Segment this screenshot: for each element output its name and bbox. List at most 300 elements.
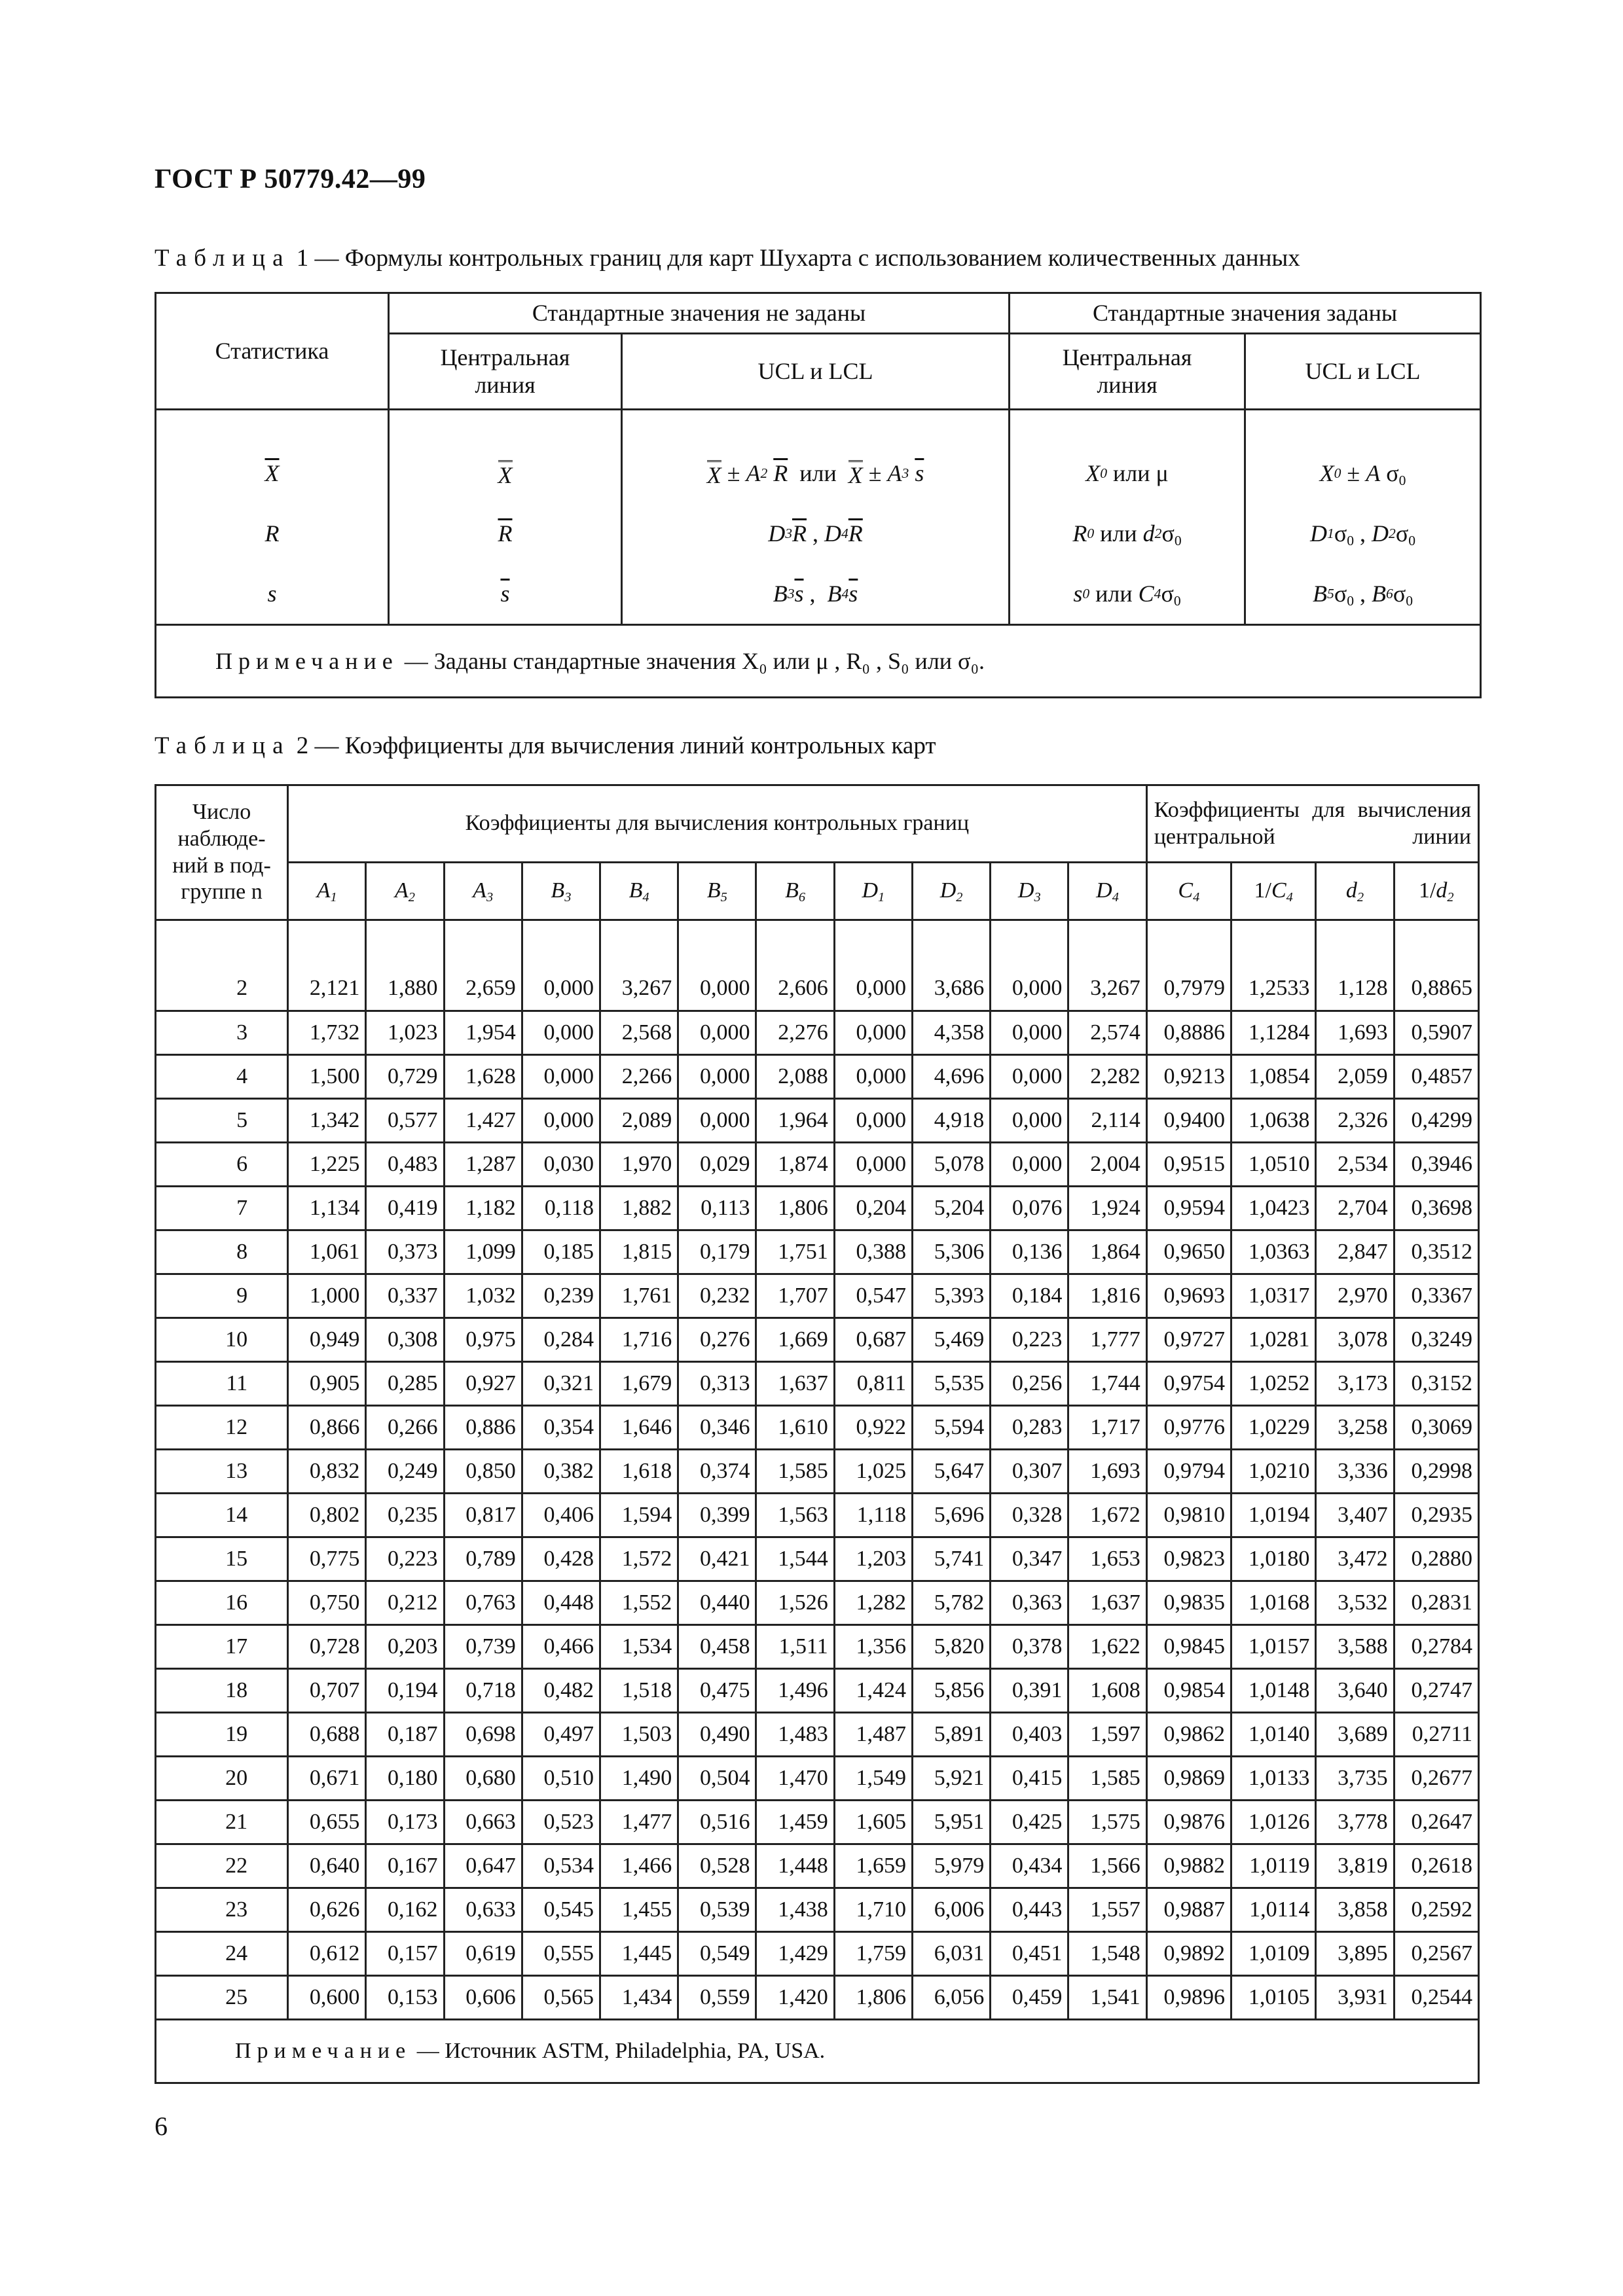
coefficient-cell: 1,282	[834, 1581, 912, 1625]
coefficient-cell: 0,9594	[1146, 1187, 1231, 1230]
coefficient-cell: 1,777	[1068, 1318, 1146, 1362]
coefficient-cell: 0,180	[366, 1757, 444, 1801]
coefficient-cell: 0,490	[678, 1713, 756, 1757]
coefficient-cell: 0,403	[991, 1713, 1068, 1757]
coefficient-cell: 1,806	[756, 1187, 834, 1230]
coefficient-cell: 1,487	[834, 1713, 912, 1757]
coefficient-cell: 0,321	[522, 1362, 600, 1406]
column-header-d2: $D_2$	[912, 863, 990, 920]
coefficient-cell: 1,710	[834, 1888, 912, 1932]
coefficient-cell: 1,622	[1068, 1625, 1146, 1669]
coefficient-cell: 6,006	[912, 1888, 990, 1932]
formula-r-limits: D 3 $\overline{R}$ , D 4 $\overline{R}$	[768, 520, 863, 547]
coefficient-cell: 5,696	[912, 1494, 990, 1537]
column-header-b6: $B_6$	[756, 863, 834, 920]
column-header-b4: $B_4$	[600, 863, 678, 920]
coefficient-cell: 0,118	[522, 1187, 600, 1230]
coefficient-cell: 0,406	[522, 1494, 600, 1537]
given-central-r: R 0 или d 2 $\sigma_0$	[1072, 520, 1182, 548]
coefficient-cell: 0,475	[678, 1669, 756, 1713]
table1-caption-lead: Таблица	[155, 245, 291, 272]
coefficient-cell: 4,918	[912, 1099, 990, 1143]
coefficient-cell: 1,882	[600, 1187, 678, 1230]
coefficient-cell: 1,618	[600, 1450, 678, 1494]
coefficient-cell: 0,374	[678, 1450, 756, 1494]
coefficient-cell: 1,669	[756, 1318, 834, 1362]
coefficient-cell: 1,659	[834, 1844, 912, 1888]
coefficient-cell: 1,128	[1316, 920, 1394, 1011]
coefficient-cell: 0,203	[366, 1625, 444, 1669]
coefficient-cell: 2,121	[288, 920, 366, 1011]
coefficient-cell: 0,549	[678, 1932, 756, 1976]
table1-control-limit-formulas	[155, 292, 1482, 698]
table1-note-text: — Заданы стандартные значения X₀ или μ , R₀ , S₀ или σ₀.	[398, 648, 985, 674]
row-n-cell: 13	[156, 1450, 288, 1494]
table-row	[156, 1011, 1479, 1055]
coefficient-cell: 0,458	[678, 1625, 756, 1669]
coefficient-cell: 1,732	[288, 1011, 366, 1055]
coefficient-cell: 0,000	[834, 1055, 912, 1099]
coefficient-cell: 3,895	[1316, 1932, 1394, 1976]
coefficient-cell: 5,820	[912, 1625, 990, 1669]
coefficient-cell: 0,606	[444, 1976, 522, 2020]
coefficient-cell: 1,585	[1068, 1757, 1146, 1801]
coefficient-cell: 1,970	[600, 1143, 678, 1187]
coefficient-cell: 0,167	[366, 1844, 444, 1888]
coefficient-cell: 1,455	[600, 1888, 678, 1932]
coefficient-cell: 3,267	[600, 920, 678, 1011]
coefficient-cell: 2,574	[1068, 1011, 1146, 1055]
coefficient-cell: 0,328	[991, 1494, 1068, 1537]
table2-caption-lead: Таблица	[155, 732, 291, 759]
coefficient-cell: 0,707	[288, 1669, 366, 1713]
coefficient-cell: 0,9887	[1146, 1888, 1231, 1932]
coefficient-cell: 0,466	[522, 1625, 600, 1669]
stat-r: R	[264, 520, 280, 547]
header-statistic: Статистика	[156, 293, 389, 410]
table-row	[156, 1757, 1479, 1801]
coefficient-cell: 1,707	[756, 1274, 834, 1318]
coefficient-cell: 1,448	[756, 1844, 834, 1888]
coefficient-cell: 1,287	[444, 1143, 522, 1187]
formula-xbar-limits: X ± A 2 $\overline{R}$ или X ± A 3 $\overline{s}$	[706, 460, 924, 488]
coefficient-cell: 0,600	[288, 1976, 366, 2020]
coefficient-cell: 1,761	[600, 1274, 678, 1318]
coefficient-cell: 0,000	[834, 1143, 912, 1187]
table-row	[156, 1274, 1479, 1318]
coefficient-cell: 1,0210	[1231, 1450, 1316, 1494]
coefficient-cell: 0,802	[288, 1494, 366, 1537]
coefficient-cell: 0,612	[288, 1932, 366, 1976]
coefficient-cell: 0,750	[288, 1581, 366, 1625]
coefficient-cell: 1,420	[756, 1976, 834, 2020]
coefficient-cell: 1,653	[1068, 1537, 1146, 1581]
given-limits-r: D 1 $\sigma_0$ , D 2 $\sigma_0$	[1310, 520, 1416, 548]
coefficient-cell: 1,744	[1068, 1362, 1146, 1406]
coefficient-cell: 0,539	[678, 1888, 756, 1932]
coefficient-cell: 0,789	[444, 1537, 522, 1581]
coefficient-cell: 0,000	[834, 920, 912, 1011]
coefficient-cell: 0,9892	[1146, 1932, 1231, 1976]
coefficient-cell: 1,0252	[1231, 1362, 1316, 1406]
coefficient-cell: 0,905	[288, 1362, 366, 1406]
coefficient-cell: 6,031	[912, 1932, 990, 1976]
coefficient-cell: 5,856	[912, 1669, 990, 1713]
coefficient-cell: 0,9810	[1146, 1494, 1231, 1537]
coefficient-cell: 2,326	[1316, 1099, 1394, 1143]
header-not-given: Стандартные значения не заданы	[389, 293, 1010, 334]
coefficient-cell: 1,557	[1068, 1888, 1146, 1932]
coefficient-cell: 0,8865	[1394, 920, 1478, 1011]
coefficient-cell: 0,559	[678, 1976, 756, 2020]
row-n-cell: 18	[156, 1669, 288, 1713]
coefficient-cell: 0,811	[834, 1362, 912, 1406]
row-n-cell: 14	[156, 1494, 288, 1537]
coefficient-cell: 1,575	[1068, 1801, 1146, 1844]
coefficient-cell: 0,663	[444, 1801, 522, 1844]
coefficient-cell: 0,249	[366, 1450, 444, 1494]
coefficient-cell: 2,114	[1068, 1099, 1146, 1143]
coefficient-cell: 1,0126	[1231, 1801, 1316, 1844]
coefficient-cell: 0,337	[366, 1274, 444, 1318]
coefficient-cell: 1,544	[756, 1537, 834, 1581]
coefficient-cell: 1,541	[1068, 1976, 1146, 2020]
coefficient-cell: 2,704	[1316, 1187, 1394, 1230]
coefficient-cell: 1,118	[834, 1494, 912, 1537]
coefficient-cell: 0,157	[366, 1932, 444, 1976]
row-n-cell: 17	[156, 1625, 288, 1669]
coefficient-cell: 0,000	[991, 1099, 1068, 1143]
coefficient-cell: 3,078	[1316, 1318, 1394, 1362]
stat-s: s	[267, 581, 277, 607]
coefficient-cell: 1,434	[600, 1976, 678, 2020]
coefficient-cell: 1,470	[756, 1757, 834, 1801]
coefficient-rows	[156, 920, 1479, 2083]
coefficient-cell: 0,687	[834, 1318, 912, 1362]
coefficient-cell: 0,8886	[1146, 1011, 1231, 1055]
coefficient-cell: 0,173	[366, 1801, 444, 1844]
coefficient-cell: 1,672	[1068, 1494, 1146, 1537]
coefficient-cell: 1,526	[756, 1581, 834, 1625]
coefficient-cell: 1,0133	[1231, 1757, 1316, 1801]
coefficient-cell: 1,099	[444, 1230, 522, 1274]
coefficient-cell: 1,585	[756, 1450, 834, 1494]
coefficient-cell: 1,0423	[1231, 1187, 1316, 1230]
coefficient-cell: 0,9794	[1146, 1450, 1231, 1494]
table-row	[156, 1932, 1479, 1976]
given-limits-x: X 0 ± A $\sigma_0$	[1319, 460, 1406, 488]
table-row	[156, 1537, 1479, 1581]
table2-caption-text: 2 — Коэффициенты для вычисления линий контрольных карт	[296, 732, 936, 759]
row-n-cell: 16	[156, 1581, 288, 1625]
coefficient-cell: 0,504	[678, 1757, 756, 1801]
coefficient-cell: 1,717	[1068, 1406, 1146, 1450]
coefficient-cell: 1,032	[444, 1274, 522, 1318]
coefficient-cell: 1,693	[1316, 1011, 1394, 1055]
column-header-d1: $D_1$	[834, 863, 912, 920]
coefficient-cell: 1,061	[288, 1230, 366, 1274]
coefficient-cell: 0,399	[678, 1494, 756, 1537]
column-header-b5: $B_5$	[678, 863, 756, 920]
coefficient-cell: 2,606	[756, 920, 834, 1011]
coefficient-cell: 0,2831	[1394, 1581, 1478, 1625]
coefficient-cell: 4,696	[912, 1055, 990, 1099]
coefficient-cell: 1,483	[756, 1713, 834, 1757]
table-row	[156, 1362, 1479, 1406]
header-ucl-lcl-given: UCL и LCL	[1245, 334, 1481, 410]
coefficient-cell: 1,0105	[1231, 1976, 1316, 2020]
coefficient-cell: 1,816	[1068, 1274, 1146, 1318]
coefficient-cell: 0,2618	[1394, 1844, 1478, 1888]
header-ucl-lcl-not-given: UCL и LCL	[622, 334, 1010, 410]
coefficient-cell: 1,424	[834, 1669, 912, 1713]
coefficient-cell: 0,817	[444, 1494, 522, 1537]
row-n-cell: 11	[156, 1362, 288, 1406]
header-n: Число наблюде-ний в под-группе n	[156, 785, 288, 920]
coefficient-cell: 0,3367	[1394, 1274, 1478, 1318]
coefficient-cell: 1,954	[444, 1011, 522, 1055]
coefficient-cell: 1,864	[1068, 1230, 1146, 1274]
coefficient-cell: 1,203	[834, 1537, 912, 1581]
row-n-cell: 23	[156, 1888, 288, 1932]
coefficient-cell: 0,647	[444, 1844, 522, 1888]
coefficient-cell: 5,741	[912, 1537, 990, 1581]
coefficient-cell: 0,185	[522, 1230, 600, 1274]
coefficient-cell: 1,605	[834, 1801, 912, 1844]
coefficient-cell: 1,0109	[1231, 1932, 1316, 1976]
coefficient-cell: 0,212	[366, 1581, 444, 1625]
coefficient-cell: 0,307	[991, 1450, 1068, 1494]
table-row	[156, 1713, 1479, 1757]
coefficient-cell: 1,679	[600, 1362, 678, 1406]
coefficient-cell: 0,2567	[1394, 1932, 1478, 1976]
coefficient-cell: 6,056	[912, 1976, 990, 2020]
row-n-cell: 10	[156, 1318, 288, 1362]
coefficient-cell: 0,000	[522, 920, 600, 1011]
coefficient-cell: 0,671	[288, 1757, 366, 1801]
coefficient-cell: 1,534	[600, 1625, 678, 1669]
coefficient-cell: 0,3698	[1394, 1187, 1478, 1230]
coefficient-cell: 3,819	[1316, 1844, 1394, 1888]
coefficient-cell: 2,004	[1068, 1143, 1146, 1187]
coefficient-cell: 0,698	[444, 1713, 522, 1757]
coefficient-cell: 1,924	[1068, 1187, 1146, 1230]
coefficient-cell: 1,511	[756, 1625, 834, 1669]
coefficient-cell: 0,443	[991, 1888, 1068, 1932]
table-row	[156, 1801, 1479, 1844]
table2-note-lead: Примечание	[235, 2039, 412, 2063]
coefficient-cell: 0,256	[991, 1362, 1068, 1406]
coefficient-cell: 0,000	[522, 1099, 600, 1143]
coefficient-cell: 1,0317	[1231, 1274, 1316, 1318]
coefficient-cell: 0,434	[991, 1844, 1068, 1888]
coefficient-cell: 0,000	[834, 1099, 912, 1143]
table2-note-text: — Источник ASTM, Philadelphia, PA, USA.	[411, 2039, 826, 2063]
table1-note-lead: Примечание	[215, 648, 399, 674]
coefficient-cell: 0,4857	[1394, 1055, 1478, 1099]
row-n-cell: 6	[156, 1143, 288, 1187]
coefficient-cell: 1,466	[600, 1844, 678, 1888]
coefficient-cell: 0,832	[288, 1450, 366, 1494]
coefficient-cell: 5,594	[912, 1406, 990, 1450]
coefficient-cell: 3,858	[1316, 1888, 1394, 1932]
coefficient-cell: 1,0510	[1231, 1143, 1316, 1187]
coefficient-cell: 1,566	[1068, 1844, 1146, 1888]
coefficient-cell: 0,9862	[1146, 1713, 1231, 1757]
row-n-cell: 20	[156, 1757, 288, 1801]
coefficient-cell: 0,2647	[1394, 1801, 1478, 1844]
coefficient-cell: 0,283	[991, 1406, 1068, 1450]
table2-caption	[155, 732, 936, 760]
coefficient-cell: 5,647	[912, 1450, 990, 1494]
coefficient-cell: 2,088	[756, 1055, 834, 1099]
coefficient-cell: 0,391	[991, 1669, 1068, 1713]
row-n-cell: 8	[156, 1230, 288, 1274]
coefficient-cell: 0,223	[991, 1318, 1068, 1362]
coefficient-cell: 1,023	[366, 1011, 444, 1055]
coefficient-cell: 4,358	[912, 1011, 990, 1055]
coefficient-cell: 0,285	[366, 1362, 444, 1406]
row-n-cell: 7	[156, 1187, 288, 1230]
row-n-cell: 22	[156, 1844, 288, 1888]
coefficient-cell: 1,429	[756, 1932, 834, 1976]
coefficient-cell: 0,204	[834, 1187, 912, 1230]
coefficient-cell: 0,9823	[1146, 1537, 1231, 1581]
table2-note	[156, 2020, 1479, 2083]
coefficient-cell: 0,076	[991, 1187, 1068, 1230]
coefficient-cell: 0,577	[366, 1099, 444, 1143]
coefficient-cell: 0,510	[522, 1757, 600, 1801]
coefficient-cell: 5,469	[912, 1318, 990, 1362]
coefficient-cell: 0,421	[678, 1537, 756, 1581]
central-xbarbar: X	[498, 443, 513, 503]
coefficient-cell: 0,927	[444, 1362, 522, 1406]
coefficient-cell: 0,640	[288, 1844, 366, 1888]
coefficient-cell: 0,655	[288, 1801, 366, 1844]
table-row	[156, 1844, 1479, 1888]
coefficient-cell: 0,9835	[1146, 1581, 1231, 1625]
coefficient-cell: 0,9693	[1146, 1274, 1231, 1318]
column-header-1inv-d2: $1/d_2$	[1394, 863, 1478, 920]
coefficient-cell: 1,693	[1068, 1450, 1146, 1494]
row-n-cell: 15	[156, 1537, 288, 1581]
coefficient-cell: 1,964	[756, 1099, 834, 1143]
row-n-cell: 24	[156, 1932, 288, 1976]
coefficient-cell: 1,490	[600, 1757, 678, 1801]
coefficient-cell: 5,979	[912, 1844, 990, 1888]
coefficient-cell: 1,477	[600, 1801, 678, 1844]
coefficient-cell: 1,552	[600, 1581, 678, 1625]
coefficient-cell: 1,225	[288, 1143, 366, 1187]
coefficient-cell: 1,0854	[1231, 1055, 1316, 1099]
coefficient-cell: 0,2935	[1394, 1494, 1478, 1537]
coefficient-cell: 0,347	[991, 1537, 1068, 1581]
coefficient-cell: 1,0157	[1231, 1625, 1316, 1669]
coefficient-cell: 0,000	[834, 1011, 912, 1055]
coefficient-cell: 0,266	[366, 1406, 444, 1450]
coefficient-cell: 0,440	[678, 1581, 756, 1625]
column-header-d2: $d_2$	[1316, 863, 1394, 920]
coefficient-cell: 3,588	[1316, 1625, 1394, 1669]
coefficient-cell: 2,568	[600, 1011, 678, 1055]
coefficient-cell: 1,438	[756, 1888, 834, 1932]
coefficient-cell: 0,516	[678, 1801, 756, 1844]
coefficient-cell: 0,363	[991, 1581, 1068, 1625]
coefficient-cell: 0,000	[991, 920, 1068, 1011]
coefficient-cell: 0,3249	[1394, 1318, 1478, 1362]
coefficient-cell: 0,232	[678, 1274, 756, 1318]
row-n-cell: 21	[156, 1801, 288, 1844]
coefficient-cell: 0,428	[522, 1537, 600, 1581]
coefficient-cell: 0,497	[522, 1713, 600, 1757]
given-limits-s: B 5 $\sigma_0$ , B 6 $\sigma_0$	[1313, 581, 1413, 609]
coefficient-cell: 0,184	[991, 1274, 1068, 1318]
coefficient-cell: 0,223	[366, 1537, 444, 1581]
coefficient-cell: 0,382	[522, 1450, 600, 1494]
row-n-cell: 4	[156, 1055, 288, 1099]
coefficient-cell: 0,3512	[1394, 1230, 1478, 1274]
document-code: ГОСТ Р 50779.42—99	[155, 164, 426, 194]
coefficient-cell: 2,970	[1316, 1274, 1394, 1318]
coefficient-cell: 0,775	[288, 1537, 366, 1581]
coefficient-cell: 0,565	[522, 1976, 600, 2020]
coefficient-cell: 1,0229	[1231, 1406, 1316, 1450]
coefficient-cell: 5,782	[912, 1581, 990, 1625]
coefficient-cell: 0,276	[678, 1318, 756, 1362]
coefficient-cell: 1,0148	[1231, 1669, 1316, 1713]
coefficient-cell: 0,718	[444, 1669, 522, 1713]
coefficient-cell: 0,029	[678, 1143, 756, 1187]
row-n-cell: 25	[156, 1976, 288, 2020]
coefficient-cell: 0,9845	[1146, 1625, 1231, 1669]
coefficient-cell: 2,059	[1316, 1055, 1394, 1099]
ucl-lcl-not-given-column	[622, 410, 1010, 625]
coefficient-cell: 0,235	[366, 1494, 444, 1537]
table-row	[156, 1888, 1479, 1932]
coefficient-cell: 5,535	[912, 1362, 990, 1406]
coefficient-cell: 1,548	[1068, 1932, 1146, 1976]
coefficient-cell: 3,735	[1316, 1757, 1394, 1801]
coefficient-cell: 2,282	[1068, 1055, 1146, 1099]
table-row	[156, 1669, 1479, 1713]
coefficient-cell: 1,000	[288, 1274, 366, 1318]
formula-s-limits: B 3 $\overline{s}$ , B 4 $\overline{s}$	[773, 581, 858, 607]
coefficient-cell: 0,2544	[1394, 1976, 1478, 2020]
coefficient-cell: 1,563	[756, 1494, 834, 1537]
coefficient-cell: 0,9213	[1146, 1055, 1231, 1099]
coefficient-cell: 1,610	[756, 1406, 834, 1450]
coefficient-cell: 1,0363	[1231, 1230, 1316, 1274]
coefficient-cell: 1,427	[444, 1099, 522, 1143]
table-row	[156, 1187, 1479, 1230]
coefficient-cell: 1,608	[1068, 1669, 1146, 1713]
coefficient-cell: 2,276	[756, 1011, 834, 1055]
coefficient-cell: 1,025	[834, 1450, 912, 1494]
table-row	[156, 1976, 1479, 2020]
column-header-a2: $A_2$	[366, 863, 444, 920]
coefficient-cell: 1,549	[834, 1757, 912, 1801]
coefficient-cell: 0,2880	[1394, 1537, 1478, 1581]
coefficient-cell: 1,594	[600, 1494, 678, 1537]
header-central-line-not-given: Центральная линия	[389, 334, 622, 410]
coefficient-cell: 1,518	[600, 1669, 678, 1713]
coefficient-cell: 0,000	[678, 920, 756, 1011]
coefficient-cell: 1,0194	[1231, 1494, 1316, 1537]
coefficient-cell: 0,000	[991, 1143, 1068, 1187]
coefficient-cell: 1,0281	[1231, 1318, 1316, 1362]
coefficient-cell: 0,162	[366, 1888, 444, 1932]
coefficient-cell: 3,640	[1316, 1669, 1394, 1713]
